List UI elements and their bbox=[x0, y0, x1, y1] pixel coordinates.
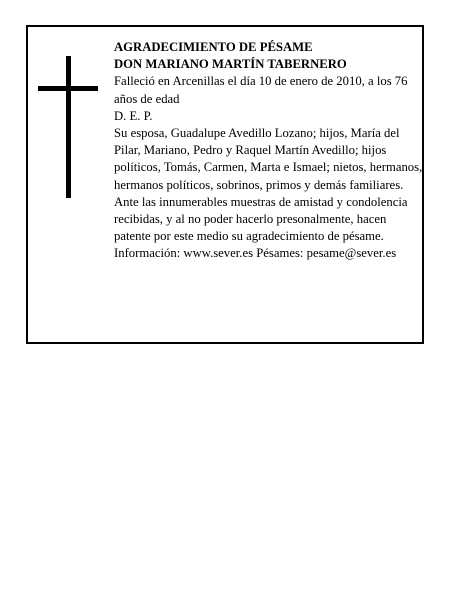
death-info: Falleció en Arcenillas el día 10 de enero de 2010, a los 76 años de edad bbox=[114, 74, 408, 106]
deceased-name: DON MARIANO MARTÍN TABERNERO bbox=[114, 57, 347, 72]
family-list: Su esposa, Guadalupe Avedillo Lozano; hijos, María del Pilar, Mariano, Pedro y Raquel Martín Avedillo; hijos políticos, Tomás, Carmen, Marta e Ismael; nietos, hermanos, hermanos políticos, sobrinos, primos y demás familiares. bbox=[114, 126, 423, 192]
cross-icon bbox=[38, 56, 98, 198]
cross-horizontal-bar bbox=[38, 86, 98, 91]
contact-info: Información: www.sever.es Pésames: pesame@sever.es bbox=[114, 246, 397, 261]
cross-vertical-bar bbox=[66, 56, 71, 198]
obituary-notice bbox=[26, 25, 424, 344]
gratitude-text: Ante las innumerables muestras de amistad y condolencia recibidas, y al no poder hacerlo presonalmente, hacen patente por este medio su agradecimiento de pésame. bbox=[114, 194, 408, 244]
notice-heading: AGRADECIMIENTO DE PÉSAME bbox=[114, 40, 313, 54]
notice-text bbox=[114, 39, 424, 263]
rip-text: D. E. P. bbox=[114, 108, 153, 123]
